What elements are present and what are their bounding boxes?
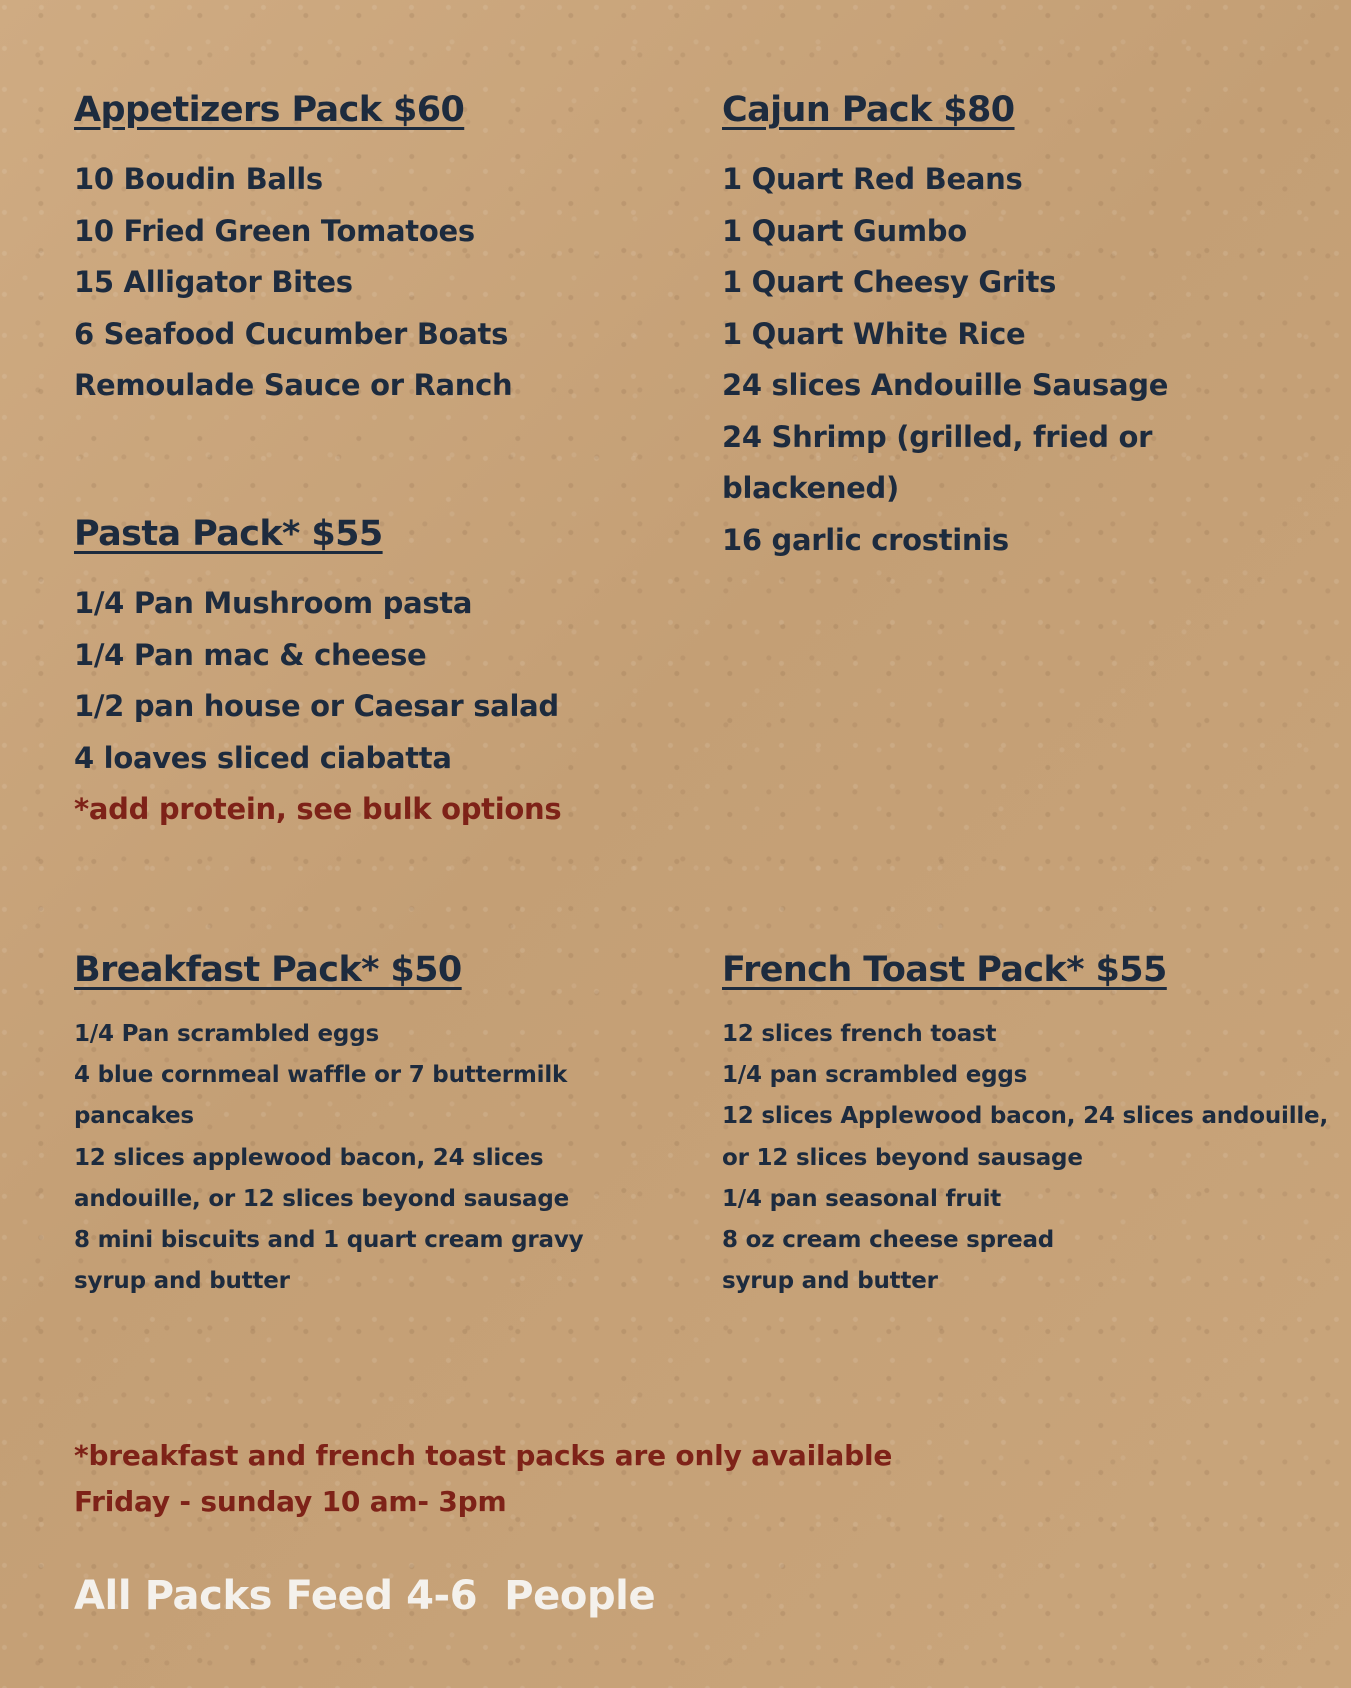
list-item: 1/4 Pan mac & cheese bbox=[74, 637, 427, 672]
french-toast-pack-list bbox=[722, 1014, 1337, 1302]
list-item: syrup and butter bbox=[74, 1268, 290, 1295]
cajun-pack-section bbox=[722, 88, 1322, 566]
list-item: 1/4 pan scrambled eggs bbox=[722, 1062, 1028, 1089]
list-item: 1/4 pan seasonal fruit bbox=[722, 1185, 1002, 1212]
breakfast-pack-heading: Breakfast Pack* $50 bbox=[74, 950, 462, 990]
pasta-pack-heading: Pasta Pack* $55 bbox=[74, 514, 383, 554]
list-item: 4 blue cornmeal waffle or 7 buttermilk pancakes bbox=[74, 1062, 568, 1130]
list-item: 1/4 Pan Mushroom pasta bbox=[74, 586, 473, 620]
list-item: 16 garlic crostinis bbox=[722, 522, 1009, 557]
list-item: 10 Fried Green Tomatoes bbox=[74, 213, 475, 248]
list-item: 12 slices Applewood bacon, 24 slices andouille, or 12 slices beyond sausage bbox=[722, 1103, 1328, 1171]
pasta-pack-section bbox=[74, 512, 694, 836]
list-item: 1/2 pan house or Caesar salad bbox=[74, 689, 559, 723]
cajun-pack-heading: Cajun Pack $80 bbox=[722, 90, 1015, 130]
appetizers-pack-heading: Appetizers Pack $60 bbox=[74, 90, 465, 130]
list-item: 24 slices Andouille Sausage bbox=[722, 368, 1169, 402]
serving-size-note: All Packs Feed 4-6 People bbox=[74, 1573, 656, 1619]
list-item: 1/4 Pan scrambled eggs bbox=[74, 1021, 379, 1047]
breakfast-pack-section bbox=[74, 948, 674, 1302]
pasta-protein-note: *add protein, see bulk options bbox=[74, 792, 562, 826]
pasta-pack-list bbox=[74, 578, 694, 836]
list-item: 1 Quart Cheesy Grits bbox=[722, 265, 1057, 299]
list-item: 1 Quart Gumbo bbox=[722, 213, 967, 248]
list-item: 8 mini biscuits and 1 quart cream gravy bbox=[74, 1227, 584, 1254]
breakfast-pack-list bbox=[74, 1014, 674, 1302]
availability-footnote bbox=[74, 1433, 1254, 1525]
list-item: 6 Seafood Cucumber Boats bbox=[74, 316, 509, 351]
availability-footnote-line-1: *breakfast and french toast packs are only available bbox=[74, 1439, 893, 1472]
cajun-pack-list bbox=[722, 154, 1322, 566]
availability-footnote-line-2: Friday - sunday 10 am- 3pm bbox=[74, 1485, 507, 1518]
french-toast-pack-section bbox=[722, 948, 1337, 1302]
list-item: Remoulade Sauce or Ranch bbox=[74, 368, 513, 402]
list-item: 12 slices applewood bacon, 24 slices andouille, or 12 slices beyond sausage bbox=[74, 1144, 570, 1212]
list-item: 1 Quart White Rice bbox=[722, 316, 1026, 351]
appetizers-pack-section bbox=[74, 88, 694, 412]
list-item: syrup and butter bbox=[722, 1268, 938, 1295]
list-item: 8 oz cream cheese spread bbox=[722, 1227, 1055, 1254]
list-item: 1 Quart Red Beans bbox=[722, 162, 1023, 196]
french-toast-pack-heading: French Toast Pack* $55 bbox=[722, 950, 1167, 990]
list-item: 10 Boudin Balls bbox=[74, 162, 323, 196]
appetizers-pack-list bbox=[74, 154, 694, 412]
list-item: 24 Shrimp (grilled, fried or blackened) bbox=[722, 419, 1153, 505]
list-item: 4 loaves sliced ciabatta bbox=[74, 740, 452, 775]
list-item: 15 Alligator Bites bbox=[74, 265, 353, 299]
list-item: 12 slices french toast bbox=[722, 1021, 997, 1047]
